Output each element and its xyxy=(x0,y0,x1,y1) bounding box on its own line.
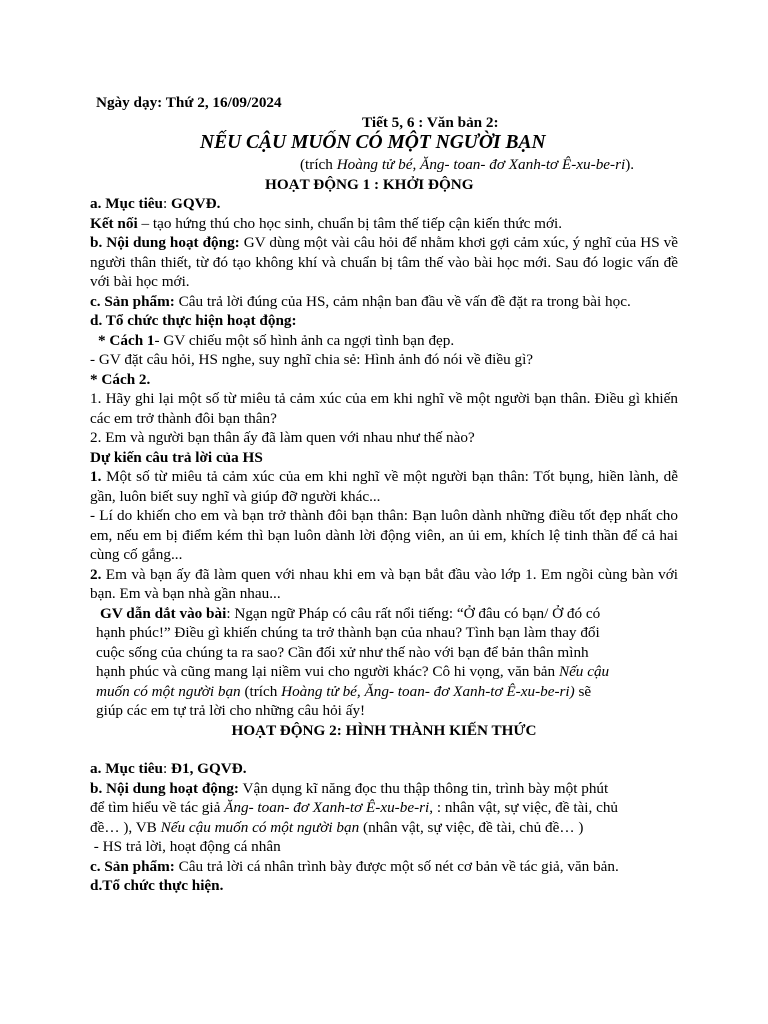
expected-answer-2: 2. Em và bạn ấy đã làm quen với nhau khi em và bạn bắt đầu vào lớp 1. Em ngồi cùng bàn với bạn. Em và bạn nhà gần nhau... xyxy=(90,565,678,602)
act2-content-line-4: - HS trả lời, hoạt động cá nhân xyxy=(90,838,281,855)
act2-objective: a. Mục tiêu: Đ1, GQVĐ. xyxy=(90,760,247,777)
expected-answer-1: 1. Một số từ miêu tả cảm xúc của em khi nghĩ về một người bạn thân: Tốt bụng, hiền lành, dễ gần, luôn biết suy nghĩ và giúp đỡ người khác... xyxy=(90,468,678,505)
activity-1-heading: HOẠT ĐỘNG 1 : KHỞI ĐỘNG xyxy=(265,175,474,193)
act2-content-line-3: đề… ), VB Nếu cậu muốn có một người bạn (nhân vật, sự việc, đề tài, chủ đề… ) xyxy=(90,818,584,836)
act1-connect: Kết nối – tạo hứng thú cho học sinh, chuẩn bị tâm thế tiếp cận kiến thức mới. xyxy=(90,214,563,232)
lesson-label: Tiết 5, 6 : Văn bản 2: xyxy=(362,113,499,131)
document-body xyxy=(90,93,678,896)
method-1-question: - GV đặt câu hỏi, HS nghe, suy nghĩ chia sẻ: Hình ảnh đó nói về điều gì? xyxy=(90,351,534,368)
act1-organize: d. Tổ chức thực hiện hoạt động: xyxy=(90,312,297,329)
act2-organize: d.Tổ chức thực hiện. xyxy=(90,877,224,894)
gv-line-3: cuộc sống của chúng ta ra sao? Cần đối xử như thế nào với bạn để bản thân mình xyxy=(96,643,589,661)
gv-line-4: hạnh phúc và cũng mang lại niềm vui cho người khác? Cô hi vọng, văn bản Nếu cậu xyxy=(96,663,610,680)
document-title: NẾU CẬU MUỐN CÓ MỘT NGƯỜI BẠN xyxy=(200,132,546,153)
method-2-question-2: 2. Em và người bạn thân ấy đã làm quen với nhau như thế nào? xyxy=(90,429,475,446)
gv-line-5: muốn có một người bạn (trích Hoàng tử bé, Ăng- toan- đơ Xanh-tơ Ê-xu-be-ri) sẽ xyxy=(96,682,592,700)
source-citation: (trích Hoàng tử bé, Ăng- toan- đơ Xanh-tơ Ê-xu-be-ri). xyxy=(300,156,635,173)
act2-product: c. Sản phẩm: Câu trả lời cá nhân trình bày được một số nét cơ bản về tác giả, văn bản. xyxy=(90,857,619,875)
gv-line-1: GV dẫn dắt vào bài: Ngạn ngữ Pháp có câu rất nổi tiếng: “Ở đâu có bạn/ Ở đó có xyxy=(100,604,601,622)
teaching-date: Ngày dạy: Thứ 2, 16/09/2024 xyxy=(96,94,282,111)
method-2-question-1: 1. Hãy ghi lại một số từ miêu tả cảm xúc của em khi nghĩ về một người bạn thân. Điều gì khiến các em trở thành đôi bạn thân? xyxy=(90,390,678,427)
act1-product: c. Sản phẩm: Câu trả lời đúng của HS, cảm nhận ban đầu về vấn đề đặt ra trong bài học. xyxy=(90,292,631,310)
act2-content-line-2: để tìm hiểu về tác giả Ăng- toan- đơ Xanh-tơ Ê-xu-be-ri, : nhân vật, sự việc, đề tài, chủ xyxy=(90,799,619,816)
gv-line-2: hạnh phúc!” Điều gì khiến chúng ta trở thành bạn của nhau? Tình bạn làm thay đổi xyxy=(96,624,600,641)
expected-answers-heading: Dự kiến câu trả lời của HS xyxy=(90,448,263,466)
act2-content-line-1: b. Nội dung hoạt động: Vận dụng kĩ năng đọc thu thập thông tin, trình bày một phút xyxy=(90,779,609,797)
activity-2-heading: HOẠT ĐỘNG 2: HÌNH THÀNH KIẾN THỨC xyxy=(231,721,537,739)
method-2: * Cách 2. xyxy=(90,370,151,388)
gv-line-6: giúp các em tự trả lời cho những câu hỏi ấy! xyxy=(96,702,366,719)
act1-content: b. Nội dung hoạt động: GV dùng một vài câu hỏi để nhằm khơi gợi cảm xúc, ý nghĩ của HS về người thân thiết, từ đó tạo không khí và chuẩn bị tâm thế vào bài học mới. Sau đó logic vấn đề với bài học mới. xyxy=(90,234,678,290)
act1-objective: a. Mục tiêu: GQVĐ. xyxy=(90,195,221,212)
expected-answer-1-reason: - Lí do khiến cho em và bạn trở thành đôi bạn thân: Bạn luôn dành những điều tốt đẹp nhất cho em, nếu em bị điểm kém thì bạn luôn dành lời động viên, an ủi em, khích lệ tinh thần để cả hai cùng cố gắng... xyxy=(90,507,678,563)
method-1: * Cách 1- GV chiếu một số hình ảnh ca ngợi tình bạn đẹp. xyxy=(98,331,455,349)
teacher-introduction xyxy=(90,604,678,721)
